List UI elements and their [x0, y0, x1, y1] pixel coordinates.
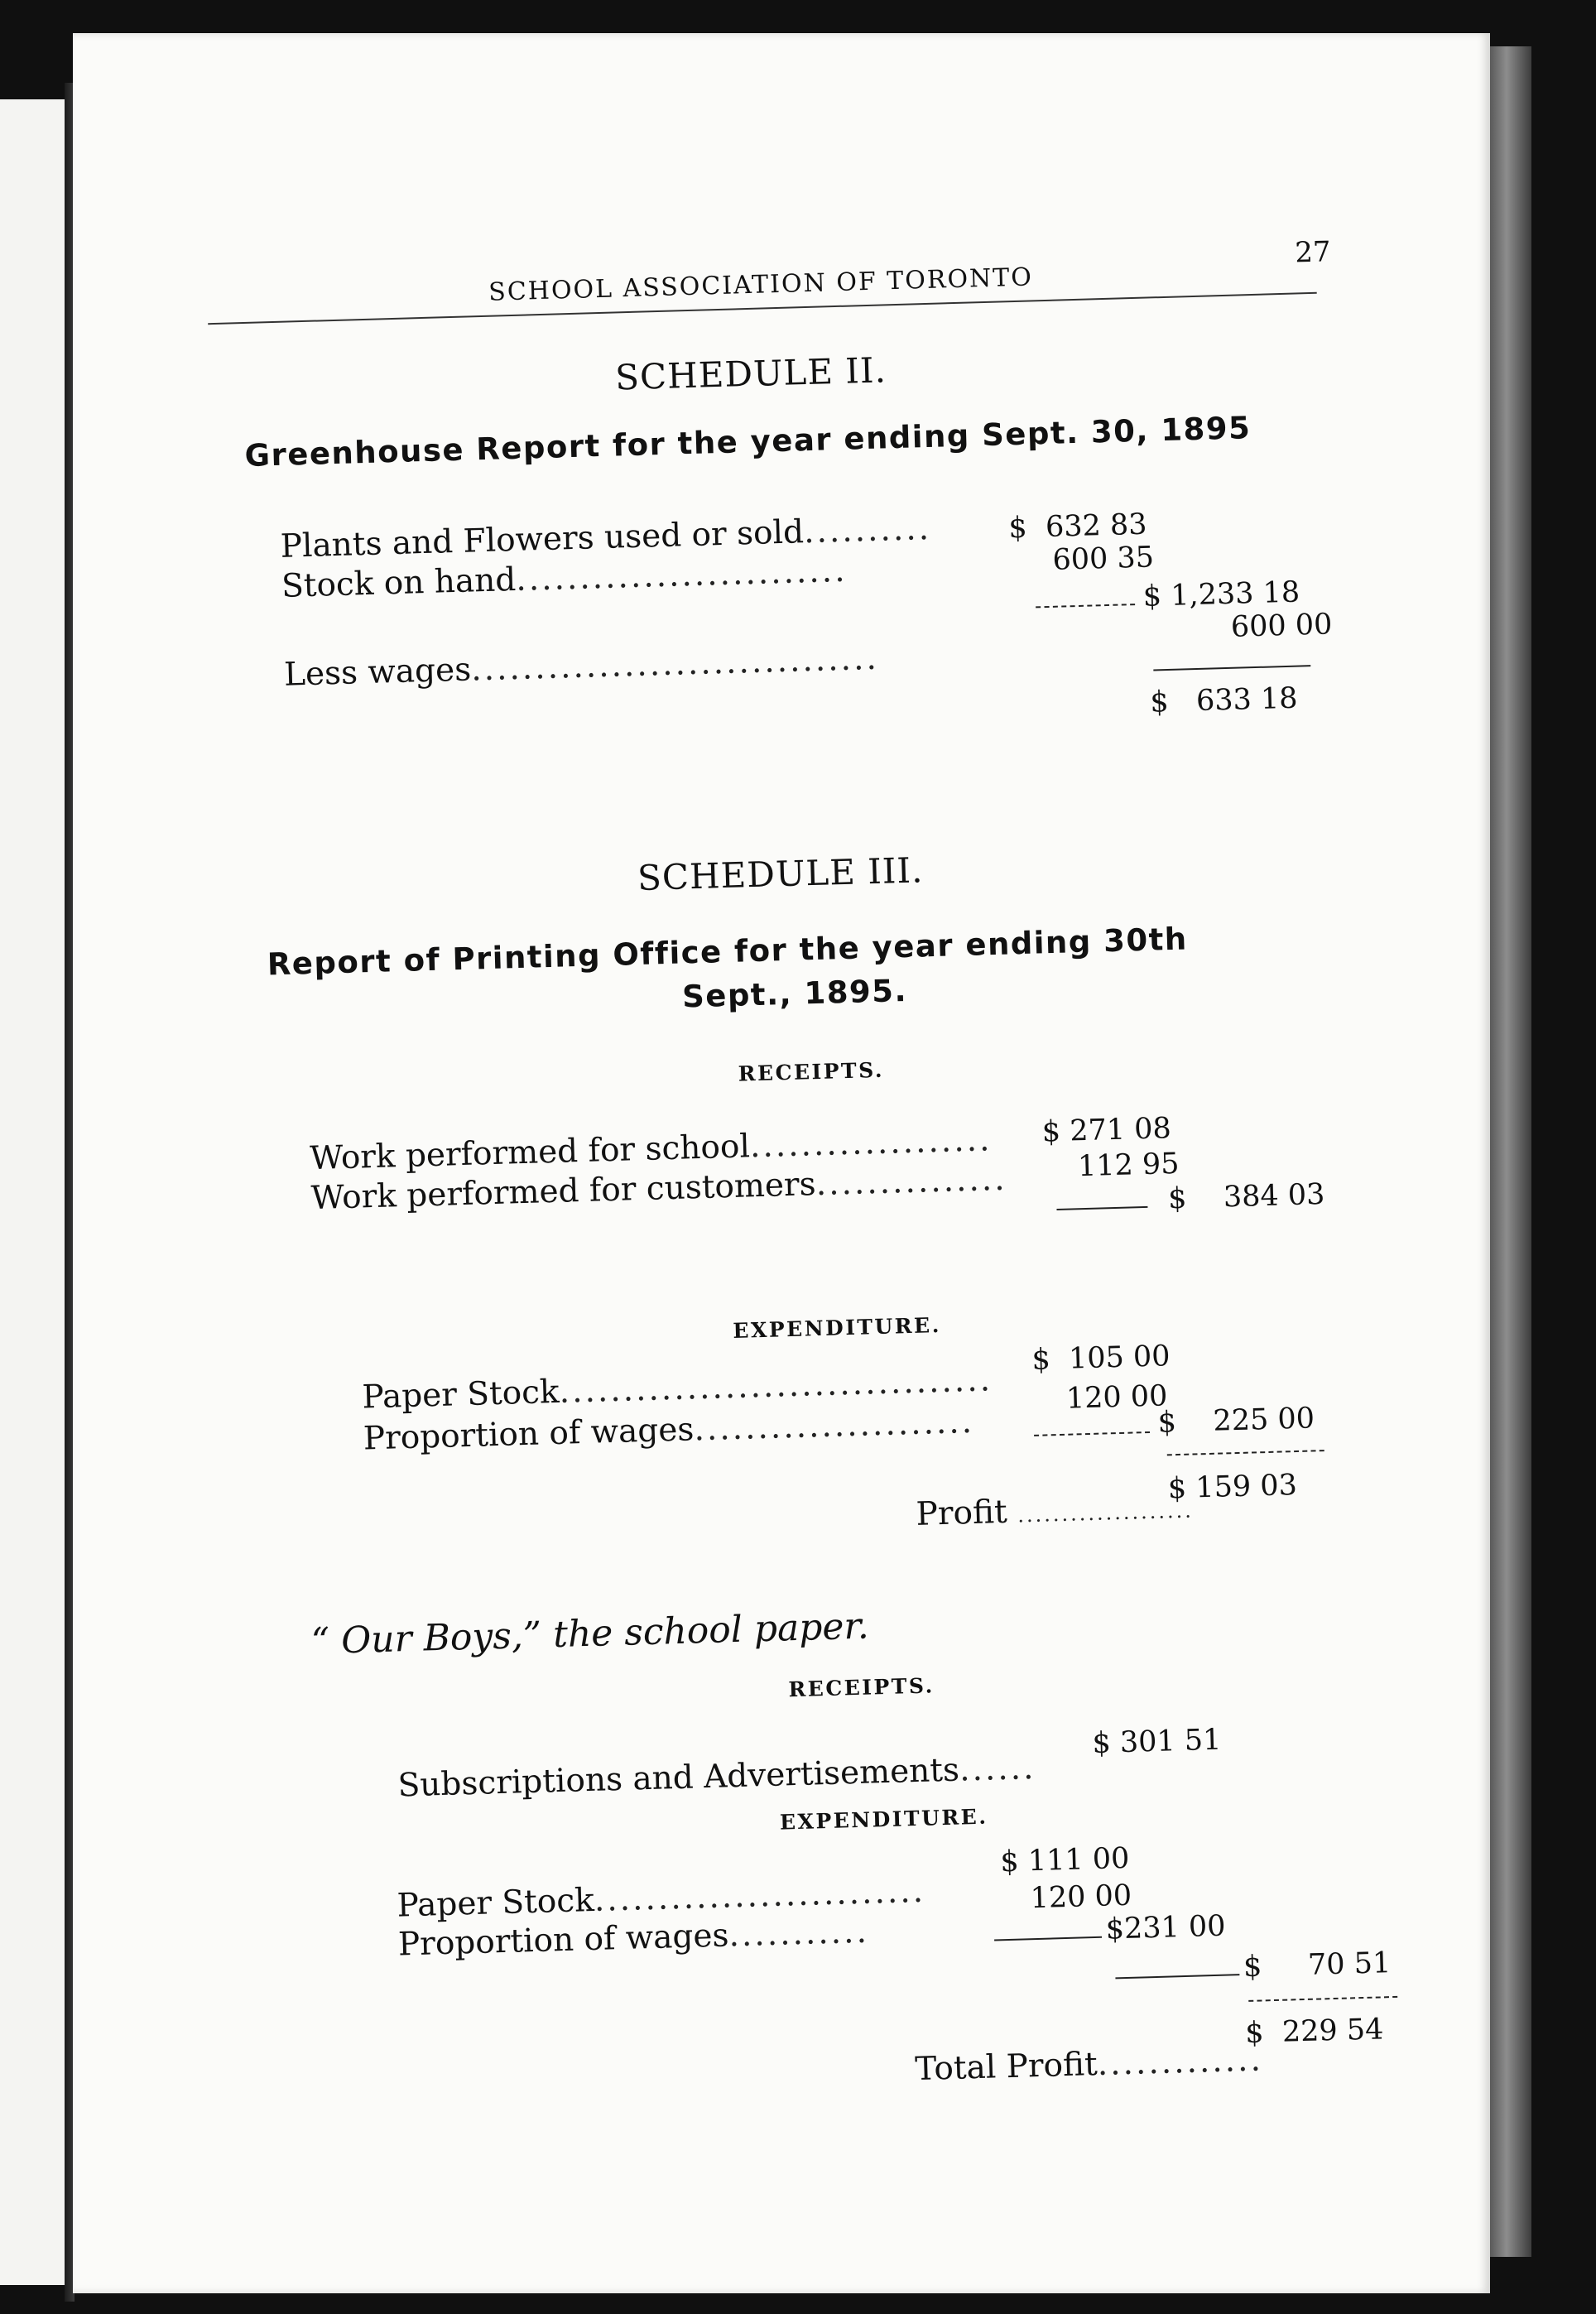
item-label: Paper Stock: [361, 1373, 560, 1417]
book-page: [73, 33, 1490, 2293]
schedule-3-expenditure-total: [1157, 1402, 1315, 1439]
sum-rule: [994, 1936, 1102, 1941]
amount: 271 08: [1069, 1112, 1172, 1148]
dollar-sign: $: [1105, 1912, 1125, 1946]
schedule-2-amount-stock: 600 35: [1052, 541, 1155, 577]
dot-leader: ..................................: [558, 1361, 993, 1411]
dollar-sign: $: [1167, 1181, 1188, 1216]
schedule-2-total: [1150, 682, 1298, 719]
item-label: Proportion of wages: [397, 1917, 730, 1964]
schedule-3-expenditure-heading: EXPENDITURE.: [733, 1312, 942, 1343]
schedule-2-title: Greenhouse Report for the year ending Sept. 30, 1895: [244, 410, 1252, 474]
sum-rule: [1056, 1206, 1147, 1210]
schedule-3-receipt-customers-amount: 112 95: [1077, 1147, 1180, 1184]
our-boys-expense-wages-amount: 120 00: [1030, 1879, 1132, 1916]
dollar-sign: $: [1007, 511, 1028, 546]
schedule-3-heading: SCHEDULE III.: [637, 849, 924, 898]
running-title: SCHOOL ASSOCIATION OF TORONTO: [488, 262, 1034, 307]
item-label: Less wages: [283, 651, 472, 694]
dollar-sign: $: [1244, 2016, 1265, 2051]
total-profit: [1245, 2013, 1384, 2050]
item-label: Work performed for school: [309, 1128, 751, 1178]
dot-leader: ....................: [1017, 1499, 1195, 1527]
dot-leader: ......: [959, 1749, 1036, 1789]
sum-rule: [1034, 1431, 1150, 1436]
our-boys-receipts-heading: RECEIPTS.: [788, 1673, 935, 1702]
dot-leader: ...........: [728, 1912, 870, 1955]
amount: 1,233 18: [1170, 575, 1300, 613]
page-content: [43, 15, 1523, 2314]
our-boys-expense-paper-amount: [1000, 1842, 1130, 1879]
dollar-sign: $: [1041, 1114, 1061, 1149]
dot-leader: ......................: [693, 1402, 975, 1449]
dot-leader: ..........: [803, 509, 932, 551]
dot-leader: ...................: [749, 1121, 993, 1166]
total-profit-label: [915, 2041, 1264, 2088]
schedule-3-expense-wages-amount: 120 00: [1065, 1379, 1168, 1416]
dot-leader: ...............: [815, 1160, 1008, 1204]
sum-rule: [1036, 604, 1135, 608]
amount: 632 83: [1045, 508, 1148, 545]
our-boys-expenditure-heading: EXPENDITURE.: [779, 1804, 988, 1835]
item-label: Stock on hand: [281, 560, 517, 605]
amount: 70 51: [1307, 1946, 1392, 1982]
dollar-sign: $: [999, 1845, 1020, 1879]
schedule-3-receipts-heading: RECEIPTS.: [738, 1057, 885, 1086]
item-label: Work performed for customers: [310, 1166, 817, 1218]
dollar-sign: $: [1091, 1726, 1112, 1761]
sum-rule: [1115, 1974, 1239, 1979]
amount: 105 00: [1068, 1340, 1171, 1376]
item-label: Paper Stock: [397, 1881, 595, 1925]
schedule-3-receipt-school-amount: [1041, 1112, 1171, 1148]
amount: 384 03: [1223, 1177, 1325, 1215]
amount: 231 00: [1123, 1909, 1227, 1946]
our-boys-expenditure-subtotal: [1105, 1910, 1226, 1946]
dot-leader: .............: [1097, 2041, 1264, 2084]
our-boys-receipt-amount: [1092, 1724, 1222, 1760]
dollar-sign: $: [1149, 685, 1170, 719]
amount: 229 54: [1281, 2013, 1384, 2049]
our-boys-heading: “ Our Boys,” the school paper.: [310, 1604, 870, 1663]
schedule-2-subtotal: [1142, 576, 1300, 613]
dot-leader: ..........................: [594, 1872, 926, 1919]
item-label: Subscriptions and Advertisements: [397, 1751, 960, 1805]
schedule-3-title-line-2: Sept., 1895.: [681, 972, 908, 1015]
amount: 159 03: [1195, 1469, 1298, 1505]
schedule-3-profit-label: [916, 1489, 1194, 1533]
schedule-3-profit: [1167, 1469, 1297, 1505]
total-rule: [1167, 1450, 1324, 1455]
dollar-sign: $: [1167, 1471, 1187, 1506]
schedule-2-less-wages: [283, 640, 879, 694]
dollar-sign: $: [1142, 580, 1162, 613]
item-label: Total Profit: [914, 2046, 1098, 2089]
dollar-sign: $: [1243, 1950, 1262, 1984]
schedule-2-heading: SCHEDULE II.: [614, 349, 887, 398]
amount: 633 18: [1195, 681, 1299, 719]
page-number: 27: [1294, 235, 1332, 270]
total-rule: [1248, 1996, 1397, 2002]
item-label: Plants and Flowers used or sold: [280, 513, 805, 565]
dot-leader: ..........................: [515, 551, 848, 599]
our-boys-receipt-subscriptions: [397, 1749, 1036, 1805]
schedule-2-amount-plants: [1008, 508, 1147, 546]
schedule-3-receipts-total: [1168, 1178, 1325, 1215]
item-label: Proportion of wages: [363, 1411, 695, 1458]
schedule-3-expense-paper-amount: [1031, 1340, 1171, 1377]
amount: 111 00: [1027, 1841, 1130, 1879]
amount: 225 00: [1212, 1402, 1315, 1438]
schedule-3-title-line-1: Report of Printing Office for the year ending 30th: [267, 921, 1189, 983]
amount: 301 51: [1119, 1723, 1222, 1760]
our-boys-net: [1243, 1946, 1392, 1984]
total-rule: [1153, 665, 1310, 671]
dot-leader: ................................: [470, 639, 880, 689]
schedule-2-less-amount: 600 00: [1230, 608, 1333, 644]
item-label: Profit: [916, 1493, 1008, 1533]
dollar-sign: $: [1031, 1343, 1051, 1377]
dollar-sign: $: [1157, 1406, 1177, 1440]
